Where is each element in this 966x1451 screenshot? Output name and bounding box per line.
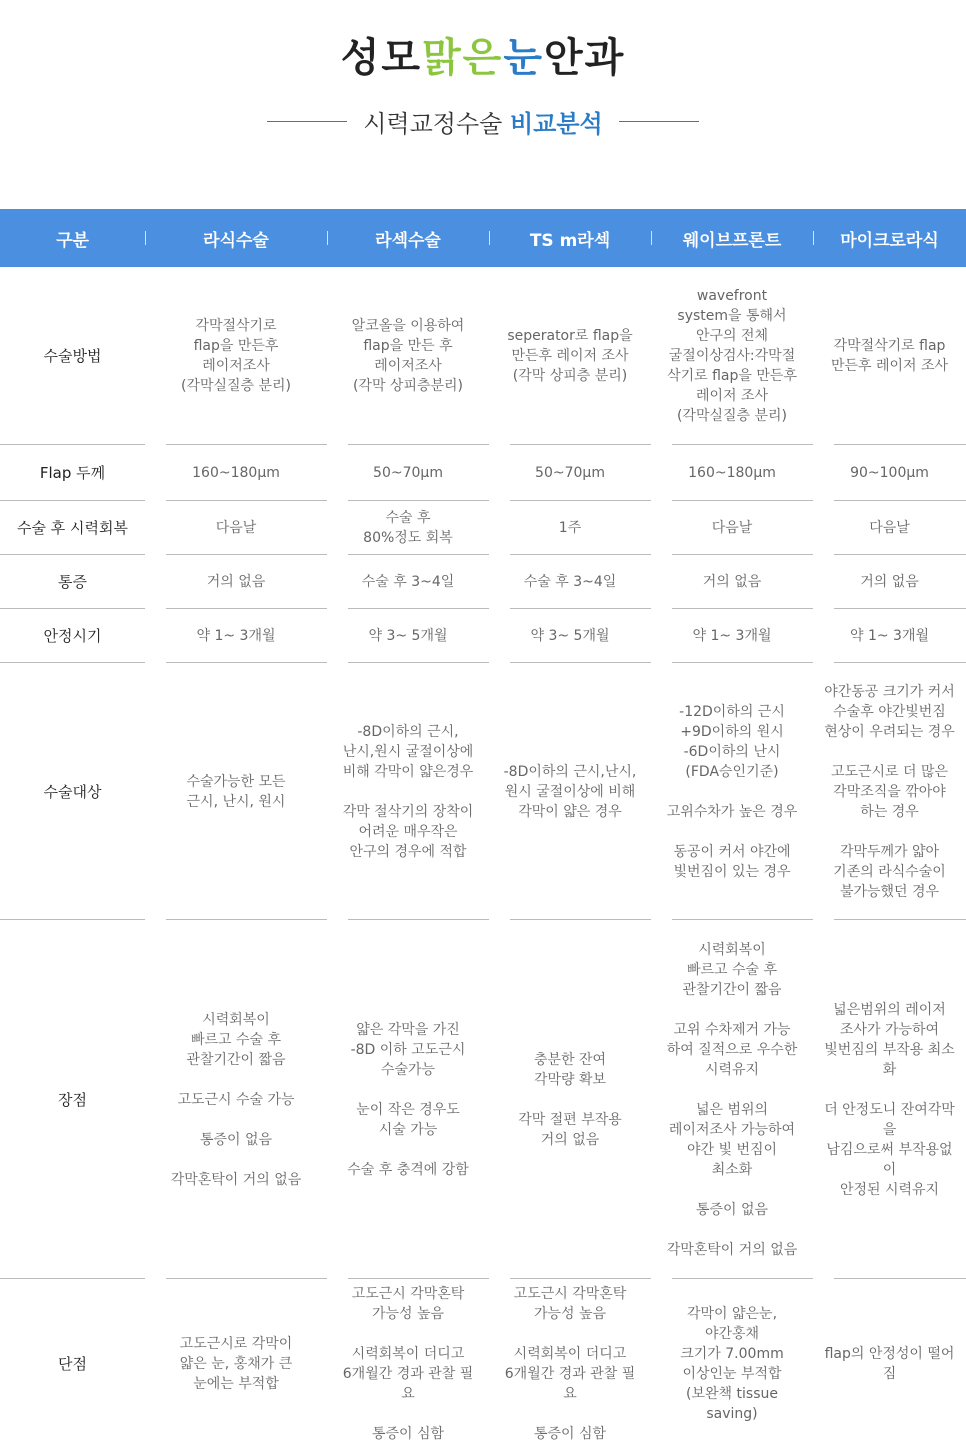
table-cell: flap의 안정성이 떨어짐 [824,1346,955,1382]
table-cell: 수술 후 3~4일 [327,555,489,609]
header-ts-m-lasek: TS m라섹 [489,209,651,267]
header-lasik: 라식수술 [145,209,327,267]
table-cell: 시력회복이 빠르고 수술 후 관찰기간이 짧음 고위 수차제거 가능 하여 질적으로 우수한 시력유지 넓은 범위의 레이저조사 가능하여 야간 빛 번짐이 최소화 통증이 없음 각막혼탁이 거의 없음 [651,920,813,1279]
header-lasek: 라섹수술 [327,209,489,267]
table-row [0,920,966,1279]
table-cell: -12D이하의 근시 +9D이하의 원시 -6D이하의 난시 (FDA승인기준) 고위수차가 높은 경우 동공이 커서 야간에 빛번짐이 있는 경우 [651,663,813,920]
table-cell: 야간동공 크기가 커서 수술후 야간빛번짐 현상이 우려되는 경우 고도근시로 더 많은 각막조직을 깎아야 하는 경우 각막두께가 얇아 기존의 라식수술이 불가능했던 경우 [813,663,966,920]
table-cell: 160~180μm [145,445,327,501]
table-cell: -8D이하의 근시,난시, 원시 굴절이상에 비해 각막이 얇은 경우 [489,663,651,920]
table-cell: 50~70μm [489,445,651,501]
table-header-row [0,209,966,267]
table-cell: 다음날 [145,501,327,555]
header-wavefront: 웨이브프론트 [651,209,813,267]
table-cell: 수술가능한 모든 근시, 난시, 원시 [145,663,327,920]
right-rule [619,121,699,122]
table-cell: 알코올을 이용하여 flap을 만든 후 레이저조사 (각막 상피층분리) [327,267,489,445]
table-cell: 시력회복이 빠르고 수술 후 관찰기간이 짧음 고도근시 수술 가능 통증이 없음 각막혼탁이 거의 없음 [145,920,327,1279]
table-row [0,267,966,445]
logo-part-1: 성모 [340,35,423,81]
logo-part-4: 안과 [543,35,626,81]
table-cell: 수술 후 3~4일 [489,555,651,609]
table-cell: 160~180μm [651,445,813,501]
table-cell: 얇은 각막을 가진 -8D 이하 고도근시 수술가능 눈이 작은 경우도 시술 가능 수술 후 충격에 강함 [327,920,489,1279]
left-rule [267,121,347,122]
table-row [0,663,966,920]
table-row [0,1279,966,1449]
row-label: 수술대상 [0,663,145,920]
table-cell: 넓은범위의 레이저 조사가 가능하여 빛번짐의 부작용 최소화 더 안정도니 잔여각막을 남김으로써 부작용없이 안정된 시력유지 [813,920,966,1279]
page-subtitle [0,100,966,139]
table-cell: 다음날 [651,501,813,555]
table-cell: 거의 없음 [145,555,327,609]
table-cell: 약 3~ 5개월 [327,609,489,663]
table-cell: wavefront system을 통해서 안구의 전체 굴절이상검사:각막절 삭기로 flap을 만든후 레이저 조사 (각막실질층 분리) [651,267,813,445]
table-cell: 각막절삭기로 flap 만든후 레이저 조사 [813,267,966,445]
header-micro-lasik: 마이크로라식 [813,209,966,267]
row-label: 수술방법 [0,267,145,445]
table-cell: 90~100μm [813,445,966,501]
row-label: 단점 [58,1355,87,1373]
row-label: 장점 [0,920,145,1279]
table-row [0,445,966,501]
table-cell: 거의 없음 [813,555,966,609]
table-cell: 1주 [489,501,651,555]
table-cell: 각막절삭기로 flap을 만든후 레이저조사 (각막실질층 분리) [145,267,327,445]
table-cell: seperator로 flap을 만든후 레이저 조사 (각막 상피층 분리) [489,267,651,445]
row-label: 수술 후 시력회복 [0,501,145,555]
clinic-logo [0,26,966,83]
table-row [0,555,966,609]
table-cell: 각막이 얇은눈, 야간홍채 크기가 7.00mm 이상인눈 부적합 (보완책 tissue saving) [680,1306,784,1422]
table-cell: 약 1~ 3개월 [651,609,813,663]
table-cell: 약 1~ 3개월 [145,609,327,663]
comparison-table [0,209,966,1449]
table-cell: -8D이하의 근시, 난시,원시 굴절이상에 비해 각막이 얇은경우 각막 절삭기의 장착이 어려운 매우작은 안구의 경우에 적합 [327,663,489,920]
table-cell: 거의 없음 [651,555,813,609]
table-cell: 충분한 잔여 각막량 확보 각막 절편 부작용 거의 없음 [489,920,651,1279]
row-label: 통증 [0,555,145,609]
table-row [0,609,966,663]
row-label: Flap 두께 [0,445,145,501]
subtitle-accent: 비교분석 [510,110,603,138]
row-label: 안정시기 [0,609,145,663]
table-cell: 수술 후 80%정도 회복 [327,501,489,555]
subtitle-main: 시력교정수술 [363,110,503,138]
table-cell: 약 1~ 3개월 [813,609,966,663]
header-category: 구분 [0,209,145,267]
table-row [0,501,966,555]
table-cell: 50~70μm [327,445,489,501]
logo-part-3: 눈 [503,35,544,81]
table-cell: 다음날 [813,501,966,555]
table-cell: 고도근시로 각막이 얇은 눈, 홍채가 큰 눈에는 부적합 [179,1336,293,1392]
table-cell: 고도근시 각막혼탁 가능성 높음 시력회복이 더디고 6개월간 경과 관찰 필요 통증이 심함 [504,1286,636,1442]
logo-part-2: 맑은 [422,35,504,81]
table-cell: 약 3~ 5개월 [489,609,651,663]
table-cell: 고도근시 각막혼탁 가능성 높음 시력회복이 더디고 6개월간 경과 관찰 필요 통증이 심함 [342,1286,474,1442]
